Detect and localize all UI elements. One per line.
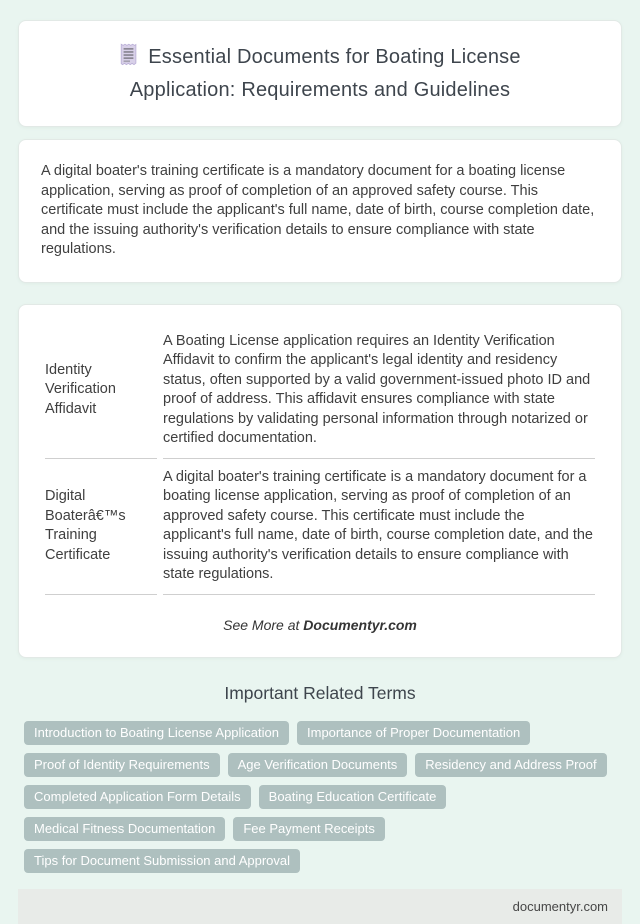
related-term-tag[interactable]: Boating Education Certificate [259, 785, 447, 809]
footer-bar [18, 889, 622, 924]
intro-text: A digital boater's training certificate is a mandatory document for a boating license application, serving as proof of completion of an approved safety course. This certificate must include the applicant's full name, date of birth, course completion date, and the issuing authority's verification details to ensure compliance with state regulations. [41, 163, 595, 257]
page-title [67, 42, 573, 105]
related-term-tag[interactable]: Introduction to Boating License Application [24, 721, 289, 745]
related-term-tag[interactable]: Completed Application Form Details [24, 785, 251, 809]
related-terms-heading: Important Related Terms [224, 682, 416, 703]
see-more-prefix: See More at [223, 616, 304, 633]
term-cell: Identity Verification Affidavit [45, 323, 157, 459]
related-term-tag[interactable]: Medical Fitness Documentation [24, 817, 225, 841]
page-title-text: Essential Documents for Boating License Application: Requirements and Guidelines [129, 46, 521, 101]
see-more [39, 617, 601, 637]
related-term-tag[interactable]: Tips for Document Submission and Approval [24, 849, 300, 873]
documents-table [39, 323, 601, 595]
footer-site-text: documentyr.com [512, 898, 608, 914]
description-cell: A digital boater's training certificate is a mandatory document for a boating license application, serving as proof of completion of an approved safety course. This certificate must include the applicant's full name, date of birth, course completion date, and the issuing authority's verification details to ensure compliance with state regulations. [163, 459, 595, 595]
see-more-site-link[interactable]: Documentyr.com [303, 616, 417, 633]
title-card [18, 20, 622, 127]
related-term-tag[interactable]: Proof of Identity Requirements [24, 753, 220, 777]
related-term-tag[interactable]: Importance of Proper Documentation [297, 721, 530, 745]
description-cell: A Boating License application requires an Identity Verification Affidavit to confirm the applicant's legal identity and residency status, often supported by a valid government-issued photo ID and proof of address. This affidavit ensures compliance with state regulations by validating personal information through notarized or certified documentation. [163, 323, 595, 459]
documents-table-card [18, 304, 622, 658]
related-term-tag[interactable]: Residency and Address Proof [415, 753, 606, 777]
table-row [45, 459, 595, 595]
intro-card [18, 139, 622, 283]
related-term-tag[interactable]: Age Verification Documents [228, 753, 408, 777]
receipt-icon [119, 43, 138, 75]
table-row [45, 323, 595, 459]
related-terms-tags [18, 721, 622, 873]
related-term-tag[interactable]: Fee Payment Receipts [233, 817, 385, 841]
term-cell: Digital Boaterâ€™s Training Certificate [45, 459, 157, 595]
